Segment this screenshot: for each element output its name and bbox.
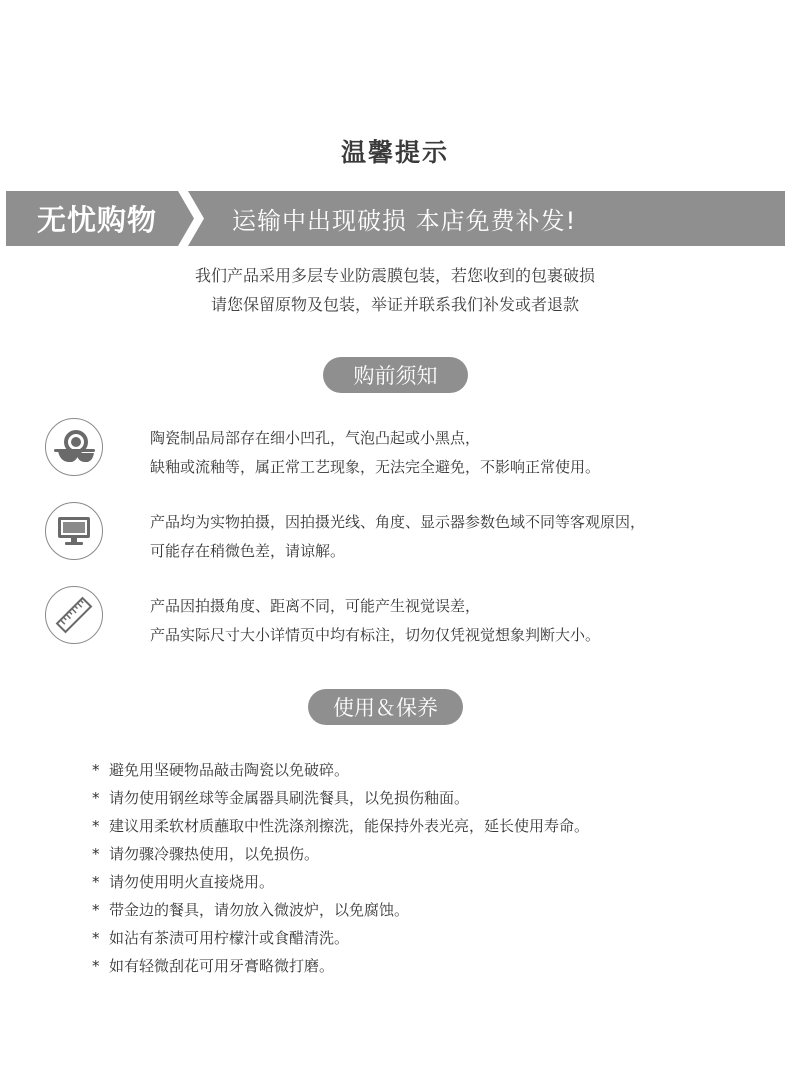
intro-text [0, 261, 790, 319]
notice-line: 产品实际尺寸大小详情页中均有标注，切勿仅凭视觉想象判断大小。 [150, 626, 601, 644]
care-item-text: 带金边的餐具，请勿放入微波炉，以免腐蚀。 [109, 901, 410, 919]
notice-text [150, 592, 600, 650]
bullet-star: * [92, 789, 100, 807]
bullet-star: * [92, 817, 100, 835]
notice-text [150, 424, 600, 482]
care-item-text: 请勿使用明火直接烧用。 [109, 873, 275, 891]
intro-line-2: 请您保留原物及包装，举证并联系我们补发或者退款 [210, 295, 579, 314]
section-pill-purchase-notes: 购前须知 [323, 357, 468, 393]
list-item [92, 924, 589, 952]
bullet-star: * [92, 901, 100, 919]
tableware-icon [52, 427, 96, 467]
care-list [92, 756, 589, 980]
notice-line: 产品均为实物拍摄，因拍摄光线、角度、显示器参数色域不同等客观原因， [150, 513, 646, 531]
care-item-text: 避免用坚硬物品敲击陶瓷以免破碎。 [109, 761, 350, 779]
banner-left-label: 无忧购物 [36, 203, 157, 237]
list-item [92, 756, 589, 784]
care-item-text: 建议用柔软材质蘸取中性洗涤剂擦洗，能保持外表光亮，延长使用寿命。 [109, 817, 590, 835]
list-item [92, 840, 589, 868]
ruler-icon [54, 595, 94, 635]
notice-line: 陶瓷制品局部存在细小凹孔，气泡凸起或小黑点， [150, 429, 481, 447]
notice-item [45, 586, 745, 648]
notice-item [45, 418, 745, 480]
list-item [92, 896, 589, 924]
icon-circle [45, 418, 103, 476]
care-item-text: 请勿骤冷骤热使用，以免损伤。 [109, 845, 320, 863]
notice-item [45, 502, 745, 564]
worry-free-banner [6, 191, 785, 246]
page-title: 温馨提示 [340, 138, 449, 167]
list-item [92, 952, 589, 980]
notice-line: 可能存在稍微色差，请谅解。 [150, 542, 346, 560]
notice-line: 产品因拍摄角度、距离不同，可能产生视觉误差， [150, 597, 481, 615]
notice-line: 缺釉或流釉等，属正常工艺现象，无法完全避免，不影响正常使用。 [150, 458, 601, 476]
care-item-text: 请勿使用钢丝球等金属器具刷洗餐具，以免损伤釉面。 [109, 789, 470, 807]
chevron-right-icon [178, 191, 214, 246]
care-item-text: 如沾有茶渍可用柠檬汁或食醋清洗。 [109, 929, 350, 947]
bullet-star: * [92, 873, 100, 891]
list-item [92, 812, 589, 840]
list-item [92, 784, 589, 812]
banner-right-text: 运输中出现破损 本店免费补发! [232, 207, 577, 235]
intro-line-1: 我们产品采用多层专业防震膜包装，若您收到的包裹破损 [194, 266, 595, 285]
bullet-star: * [92, 845, 100, 863]
bullet-star: * [92, 929, 100, 947]
bullet-star: * [92, 761, 100, 779]
list-item [92, 868, 589, 896]
notice-text [150, 508, 645, 566]
monitor-icon [57, 516, 91, 546]
icon-circle [45, 502, 103, 560]
care-item-text: 如有轻微刮花可用牙膏略微打磨。 [109, 957, 335, 975]
icon-circle [45, 586, 103, 644]
bullet-star: * [92, 957, 100, 975]
section-pill-use-care: 使用＆保养 [308, 689, 463, 725]
